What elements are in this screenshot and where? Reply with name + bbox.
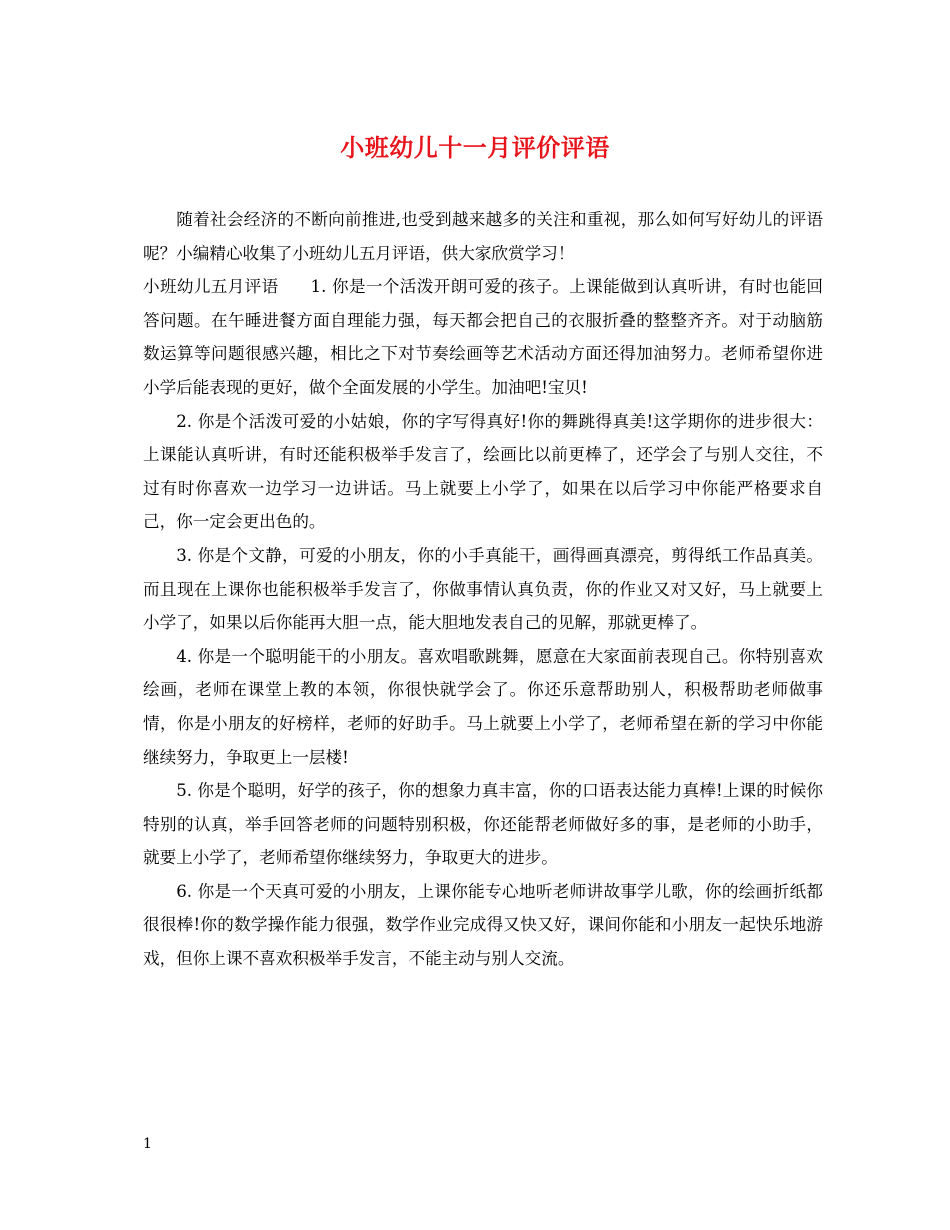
comment-paragraph-1 xyxy=(143,270,823,404)
page-number: 1 xyxy=(143,1136,152,1152)
comment-paragraph-3: 3. 你是个文静，可爱的小朋友，你的小手真能干，画得画真漂亮，剪得纸工作品真美。而且现在上课你也能积极举手发言了，你做事情认真负责，你的作业又对又好，马上就要上小学了，如果以后你能再大胆一点，能大胆地发表自己的见解，那就更棒了。 xyxy=(143,545,823,633)
intro-paragraph: 随着社会经济的不断向前推进,也受到越来越多的关注和重视，那么如何写好幼儿的评语呢？小编精心收集了小班幼儿五月评语，供大家欣赏学习！ xyxy=(143,210,823,263)
document-body xyxy=(143,203,823,976)
comment-paragraph-4: 4. 你是一个聪明能干的小朋友。喜欢唱歌跳舞，愿意在大家面前表现自己。你特别喜欢绘画，老师在课堂上教的本领，你很快就学会了。你还乐意帮助别人，积极帮助老师做事情，你是小朋友的好榜样，老师的好助手。马上就要上小学了，老师希望在新的学习中你能继续努力，争取更上一层楼! xyxy=(143,646,823,767)
document-title: 小班幼儿十一月评价评语 xyxy=(340,133,610,162)
comment-paragraph-6: 6. 你是一个天真可爱的小朋友，上课你能专心地听老师讲故事学儿歌，你的绘画折纸都很很棒!你的数学操作能力很强，数学作业完成得又快又好，课间你能和小朋友一起快乐地游戏，但你上课不喜欢积极举手发言，不能主动与别人交流。 xyxy=(143,881,823,969)
comment-text-1: 1. 你是一个活泼开朗可爱的孩子。上课能做到认真听讲，有时也能回答问题。在午睡进餐方面自理能力强，每天都会把自己的衣服折叠的整整齐齐。对于动脑筋数运算等问题很感兴趣，相比之下对节奏绘画等艺术活动方面还得加油努力。老师希望你进小学后能表现的更好，做个全面发展的小学生。加油吧!宝贝! xyxy=(143,277,823,397)
section-label: 小班幼儿五月评语 xyxy=(143,277,279,297)
comment-paragraph-2: 2. 你是个活泼可爱的小姑娘，你的字写得真好!你的舞跳得真美!这学期你的进步很大：上课能认真听讲，有时还能积极举手发言了，绘画比以前更棒了，还学会了与别人交往，不过有时你喜欢一边学习一边讲话。马上就要上小学了，如果在以后学习中你能严格要求自己，你一定会更出色的。 xyxy=(143,411,823,532)
comment-paragraph-5: 5. 你是个聪明，好学的孩子，你的想象力真丰富，你的口语表达能力真棒!上课的时候你特别的认真，举手回答老师的问题特别积极，你还能帮老师做好多的事，是老师的小助手，就要上小学了，老师希望你继续努力，争取更大的进步。 xyxy=(143,781,823,868)
